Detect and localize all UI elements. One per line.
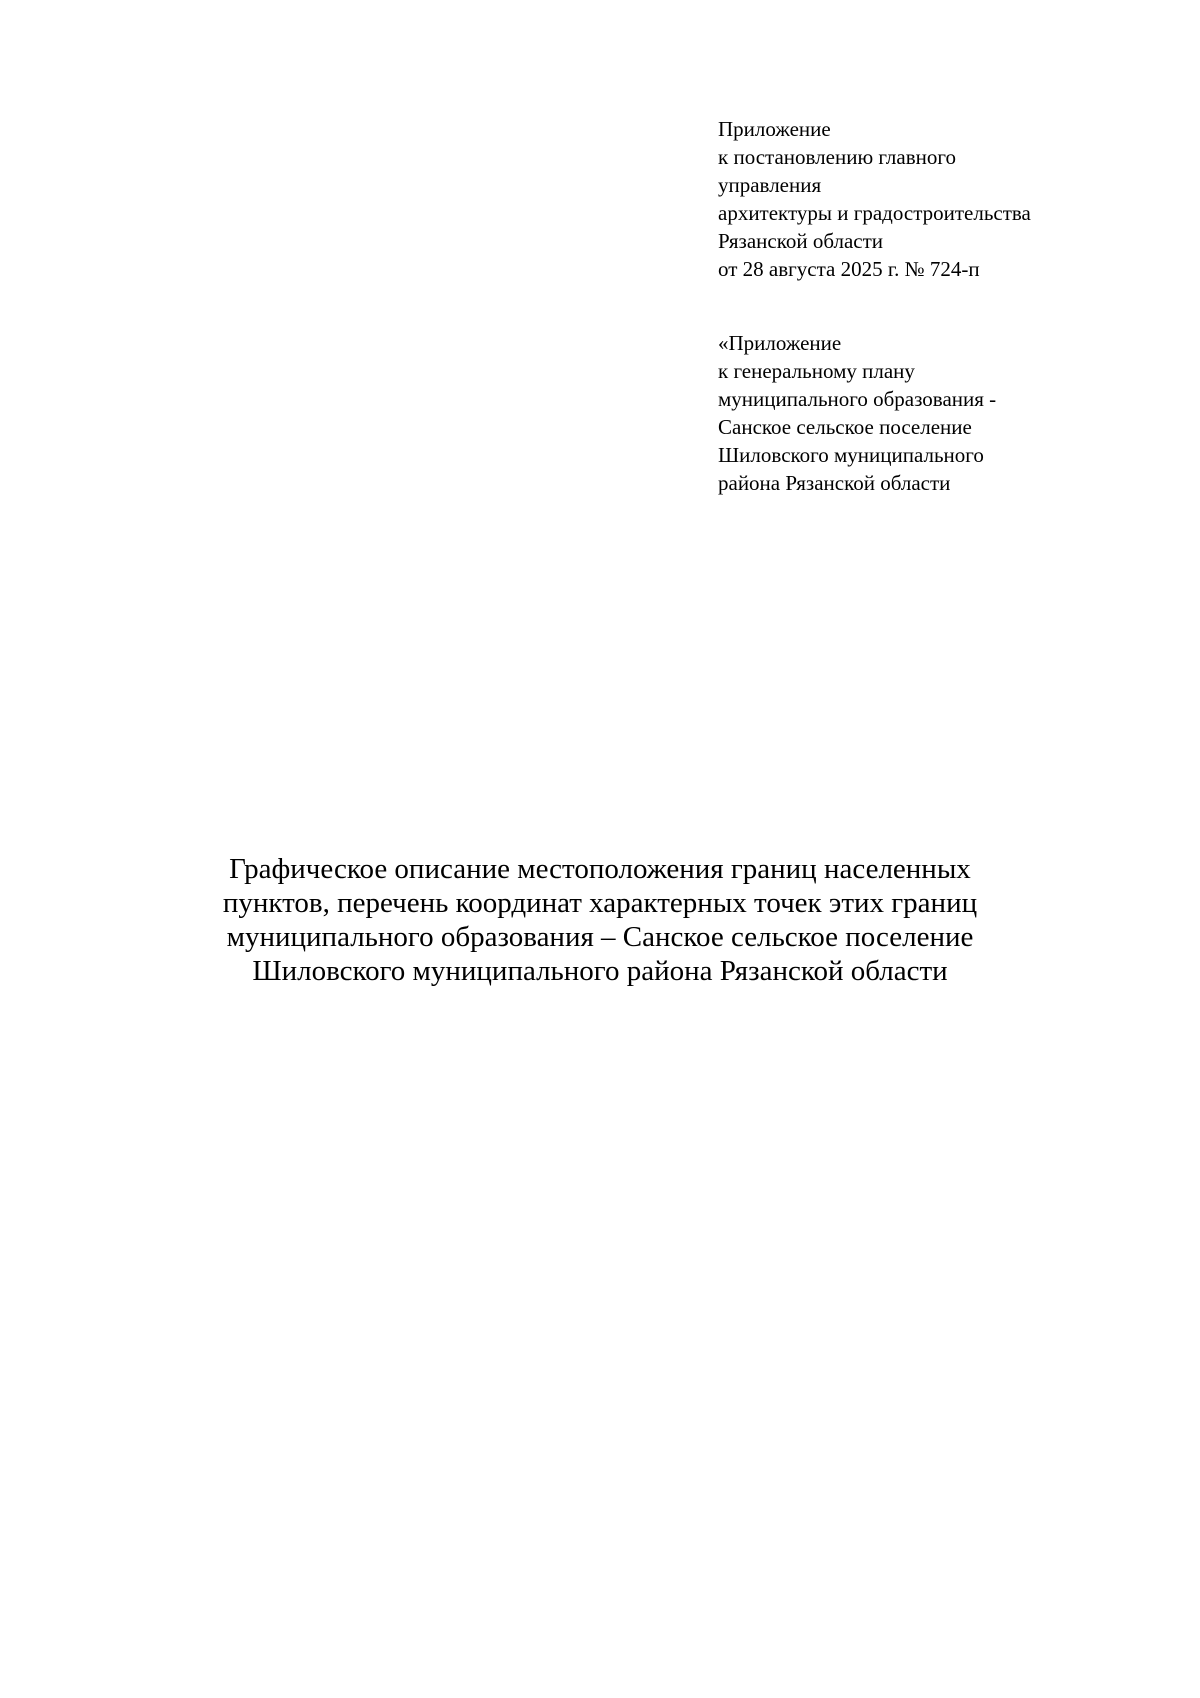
annex-date-number: от 28 августа 2025 г. № 724-п [718, 257, 980, 281]
annex-header-general-plan [718, 329, 1138, 497]
annex-line: к постановлению главного [718, 145, 956, 169]
title-line: муниципального образования – Санское сельское поселение [226, 921, 974, 953]
annex-header-current [718, 115, 1138, 283]
title-line: Шиловского муниципального района Рязанской области [252, 955, 948, 987]
title-line: Графическое описание местоположения границ населенных [229, 853, 971, 885]
annex-line: Приложение [718, 117, 831, 141]
annex-line: «Приложение [718, 331, 842, 355]
annex-line: района Рязанской области [718, 471, 951, 495]
annex-line: Шиловского муниципального [718, 443, 984, 467]
annex-line: Рязанской области [718, 229, 884, 253]
annex-line: Санское сельское поселение [718, 415, 972, 439]
annex-line: архитектуры и градостроительства [718, 201, 1031, 225]
annex-line: управления [718, 173, 822, 197]
document-title [150, 852, 1050, 988]
annex-line: муниципального образования - [718, 387, 997, 411]
title-line: пунктов, перечень координат характерных точек этих границ [222, 887, 978, 919]
annex-line: к генеральному плану [718, 359, 915, 383]
